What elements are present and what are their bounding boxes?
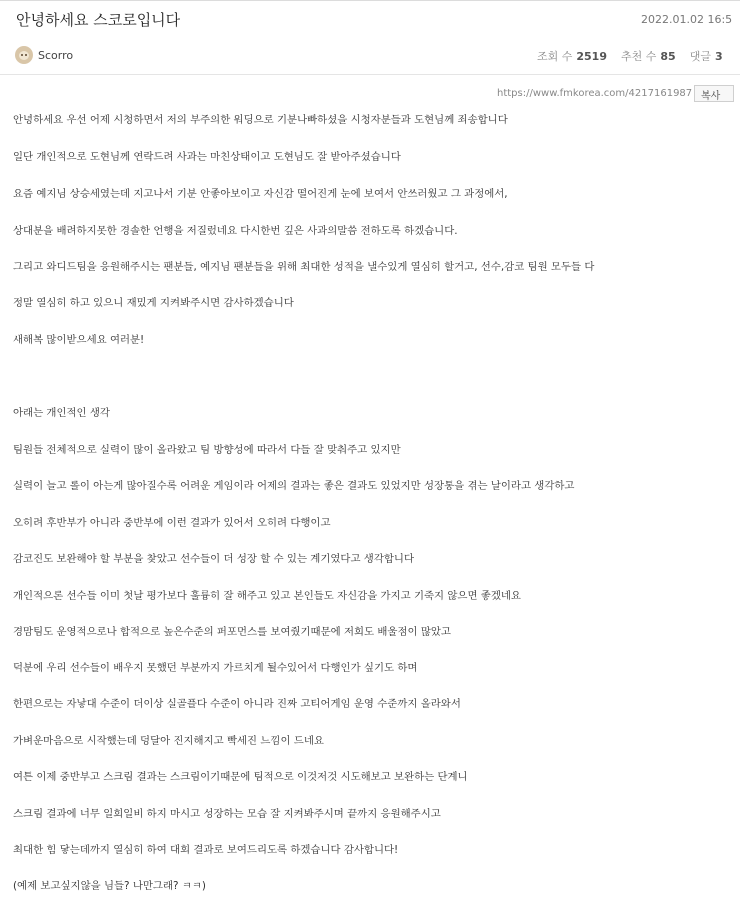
post-body-line: 일단 개인적으로 도현님께 연락드려 사과는 마친상태이고 도현님도 잘 받아주셨습니다 [13, 151, 401, 163]
post-body-line: 안녕하세요 우선 어제 시청하면서 저의 부주의한 워딩으로 기분나빠하셨을 시청자분들과 도현님께 죄송합니다 [13, 114, 508, 126]
post-body-line: 정말 열심히 하고 있으니 재밌게 지켜봐주시면 감사하겠습니다 [13, 297, 294, 309]
post-body-line: 아래는 개인적인 생각 [13, 407, 110, 419]
comments-count: 3 [714, 50, 723, 63]
post-body-line: 그리고 와디드팀을 응원해주시는 팬분들, 예지님 팬분들을 위해 최대한 성적을 낼수있게 열심히 할거고, 선수,감코 팀원 모두들 다 [13, 261, 595, 273]
post-body-line: 감코진도 보완해야 할 부분을 찾았고 선수들이 더 성장 할 수 있는 계기였다고 생각합니다 [13, 553, 414, 565]
views-count: 2519 [576, 50, 607, 63]
post-body-line: 새해복 많이받으세요 여러분! [13, 334, 145, 346]
recommend-count: 85 [660, 50, 676, 63]
post-title: 안녕하세요 스코로입니다 [16, 11, 181, 29]
post-body-line: 가벼운마음으로 시작했는데 덩달아 진지해지고 빡세진 느낌이 드네요 [13, 735, 324, 747]
post-body-line: 요즘 예지님 상승세였는데 지고나서 기분 안좋아보이고 자신감 떨어진게 눈에 보여서 안쓰러웠고 그 과정에서, [13, 188, 508, 200]
comments-label: 댓글 [689, 50, 711, 63]
post-url[interactable]: https://www.fmkorea.com/4217161987 [497, 88, 693, 99]
avatar[interactable] [15, 46, 33, 64]
post-body-line: 덕분에 우리 선수들이 배우지 못했던 부분까지 가르치게 될수있어서 다행인가 싶기도 하며 [13, 662, 418, 674]
post-header [0, 0, 740, 39]
recommend-label: 추천 수 [621, 50, 657, 63]
post-body-line: 한편으로는 자낳대 수준이 더이상 실골플다 수준이 아니라 진짜 고티어게임 운영 수준까지 올라와서 [13, 698, 461, 710]
post-body-line: 오히려 후반부가 아니라 중반부에 이런 결과가 있어서 오히려 다행이고 [13, 517, 331, 529]
post-body-line: 여튼 이제 중반부고 스크림 결과는 스크림이기때문에 팀적으로 이것저것 시도해보고 보완하는 단계니 [13, 771, 468, 783]
copy-url-button[interactable]: 복사 [694, 85, 734, 102]
post-body-line: 최대한 힘 닿는데까지 열심히 하여 대회 결과로 보여드리도록 하겠습니다 감사합니다! [13, 844, 399, 856]
post-body-line: 경맘팀도 운영적으로나 합적으로 높은수준의 퍼포먼스를 보여줬기때문에 저희도 배울점이 많았고 [13, 626, 451, 638]
post-body-line: 스크림 결과에 너무 일희일비 하지 마시고 성장하는 모습 잘 지켜봐주시며 끝까지 응원해주시고 [13, 808, 441, 820]
author-name[interactable]: Scorro [38, 49, 74, 62]
post-body-line: (예제 보고싶지않을 님들? 나만그래? ㅋㅋ) [13, 880, 206, 892]
post-body-line: 실력이 늘고 롤이 아는게 많아질수록 어려운 게임이라 어제의 결과는 좋은 결과도 있었지만 성장통을 겪는 날이라고 생각하고 [13, 480, 575, 492]
post-date: 2022.01.02 16:5 [641, 13, 733, 26]
post-body-line: 상대분을 배려하지못한 경솔한 언행을 저질렀네요 다시한번 깊은 사과의말씀 전하도록 하겠습니다. [13, 225, 458, 237]
post-stats [537, 48, 723, 64]
post-meta [0, 38, 740, 75]
post-body-line: 팀원들 전체적으로 실력이 많이 올라왔고 팀 방향성에 따라서 다들 잘 맞춰주고 있지만 [13, 444, 401, 456]
views-label: 조회 수 [537, 50, 573, 63]
post-body-line: 개인적으론 선수들 이미 첫날 평가보다 훌륭히 잘 해주고 있고 본인들도 자신감을 가지고 기죽지 않으면 좋겠네요 [13, 590, 521, 602]
